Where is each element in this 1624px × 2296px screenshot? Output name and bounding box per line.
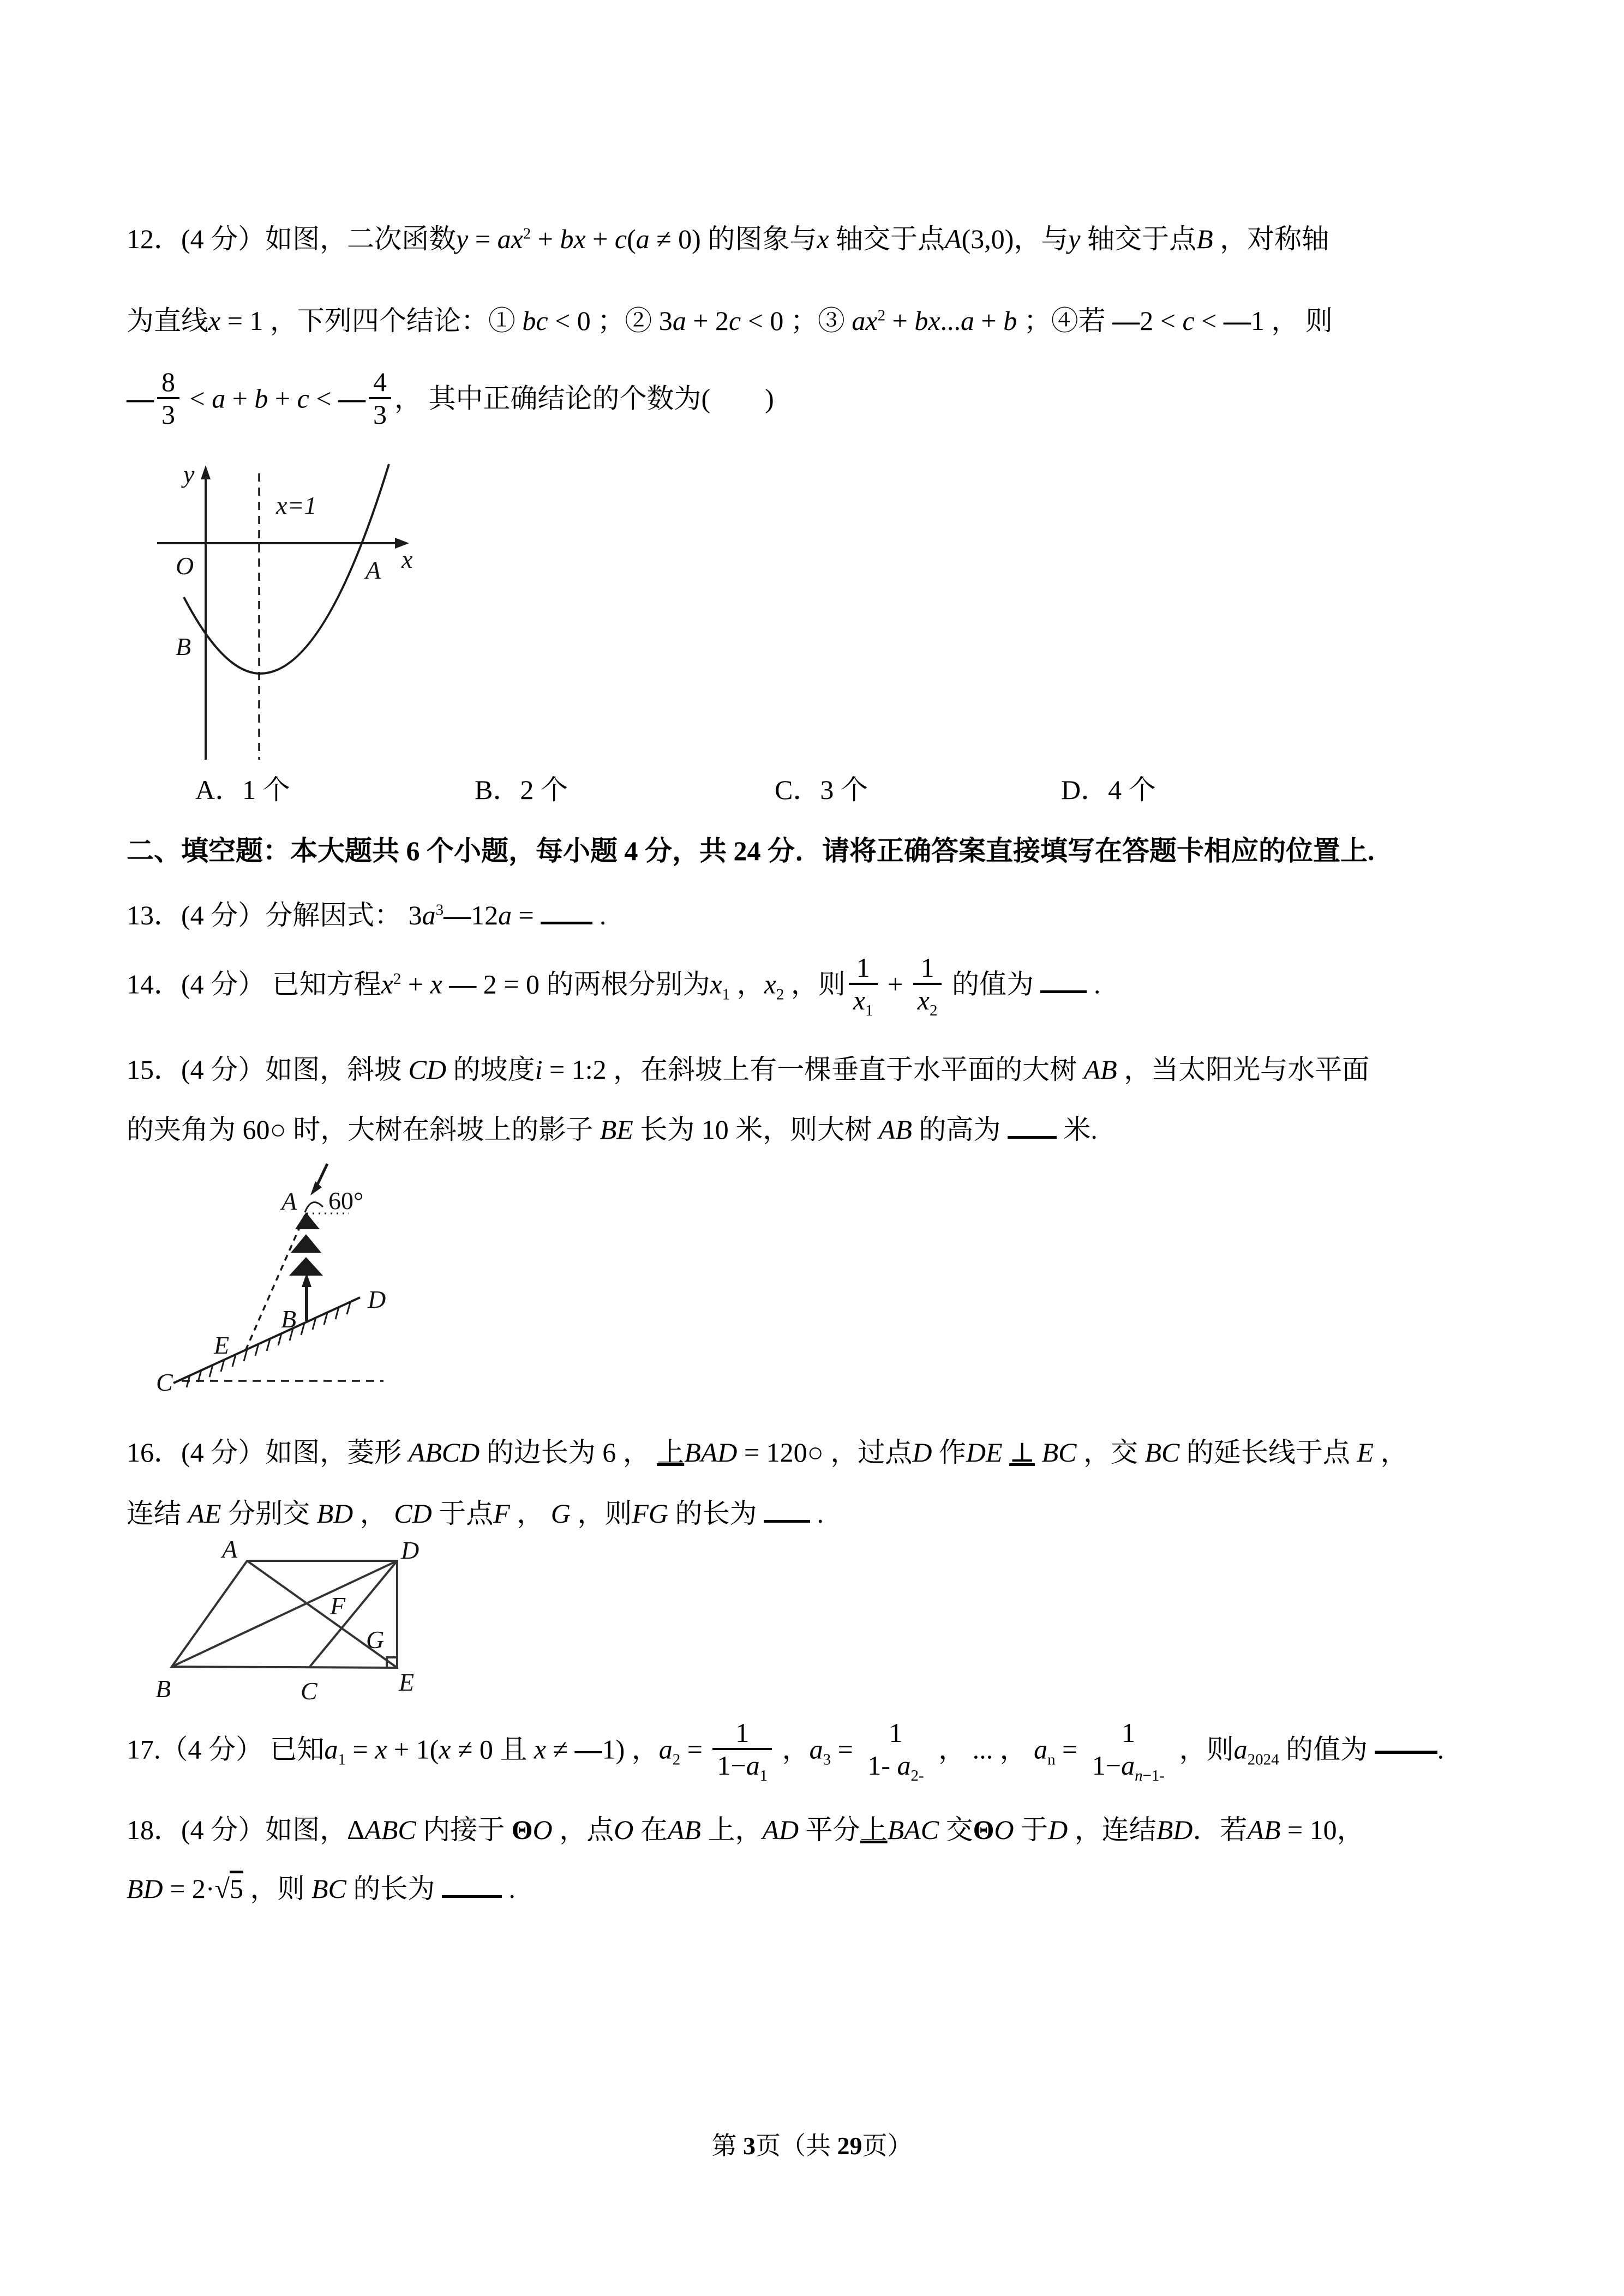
point-d-label: D	[368, 1285, 386, 1313]
point-f-label: F	[330, 1592, 346, 1620]
option-a: A．1 个	[195, 774, 290, 805]
question-12-line-2: 为直线x = 1 ，下列四个结论：① bc < 0 ；② 3a + 2c < 0 ；③ $ax^2 + bx...a + b$ ；④若 —2 < c < —1 ， 则	[127, 305, 1333, 336]
point-b-label: B	[281, 1305, 297, 1333]
slope-hatch-marks	[187, 1302, 350, 1387]
figure-rhombus	[154, 1537, 427, 1711]
point-a-label: A	[365, 556, 381, 584]
x-axis-label: x	[401, 545, 413, 573]
origin-label: O	[176, 552, 194, 580]
sun-ray-line	[317, 1164, 327, 1186]
diagonal-bd	[172, 1561, 397, 1667]
question-14: 14．(4 分） 已知方程$x^2 + x$ — 2 = 0 的两根分别为$x_1$ ，$x_2$ ，则 $\frac{1}{x_1}$ + $\frac{1}{x_2}$ 的值为 .	[127, 952, 1101, 1019]
section-2-heading: 二、填空题：本大题共 6 个小题，每小题 4 分，共 24 分．请将正确答案直接填写在答题卡相应的位置上.	[127, 836, 1375, 866]
sun-ray-arrowhead	[310, 1181, 322, 1195]
question-15-line-2: 的夹角为 60○ 时，大树在斜坡上的影子 BE 长为 10 米，则大树 AB 的高为 米.	[127, 1114, 1098, 1145]
point-e-label: E	[399, 1668, 415, 1696]
question-17: 17.（4 分） 已知$a_1 = x + 1(x \ne 0$ 且 x ≠ —1) ，$a_2$ = $\frac{1}{1-a_1}$ ，$a_3$ = 1 1- $a_{2-}$ ， ... ， $a_n$ = 1 $1-a_{n-1-}$ ，则$a_{2024}$ 的值为 .	[127, 1717, 1445, 1784]
point-c-label: C	[156, 1368, 173, 1396]
symmetry-axis-label: x=1	[276, 491, 317, 519]
question-12-line-1: 12．(4 分）如图，二次函数$y = ax^2$ + bx + c(a ≠ 0) 的图象与x 轴交于点A(3,0)，与y 轴交于点B ，对称轴	[127, 224, 1329, 254]
angle-arc	[305, 1203, 323, 1212]
question-15-line-1: 15．(4 分）如图，斜坡 CD 的坡度i = 1:2 ，在斜坡上有一棵垂直于水平面的大树 AB ，当太阳光与水平面	[127, 1054, 1370, 1085]
y-axis-arrowhead	[201, 465, 211, 479]
page-footer: 第 3页（共 29页）	[711, 2132, 913, 2160]
point-a-label: A	[222, 1537, 238, 1563]
question-18-line-2: BD = 2·√5 ，则 BC 的长为 .	[127, 1873, 516, 1904]
point-g-label: G	[366, 1626, 385, 1654]
point-d-label: D	[401, 1537, 420, 1564]
question-13: 13．(4 分）分解因式： $3a^3—12a$ = .	[127, 900, 607, 930]
option-c: C．3 个	[775, 774, 868, 805]
y-axis-label: y	[183, 460, 195, 488]
question-16-line-1: 16．(4 分）如图，菱形 ABCD 的边长为 6 ， 上BAD = 120○ ，过点D 作DE ⊥ BC ，交 BC 的延长线于点 E ，	[127, 1437, 1408, 1468]
point-b-label: B	[176, 633, 191, 660]
point-b-label: B	[155, 1675, 171, 1703]
tree-canopy-bottom	[289, 1257, 323, 1276]
figure-parabola	[153, 460, 426, 765]
angle-60-label: 60°	[328, 1187, 364, 1215]
question-16-line-2: 连结 AE 分别交 BD ， CD 于点F ， G ，则FG 的长为 .	[127, 1498, 824, 1529]
tree-canopy-top	[295, 1212, 320, 1229]
point-c-label: C	[301, 1677, 317, 1705]
question-12-line-3: — $\frac{8}{3}$ < a + b + c < — $\frac{4}{3}$ ， 其中正确结论的个数为( )	[127, 366, 774, 430]
question-18-line-1: 18．(4 分）如图，ΔABC 内接于 ΘO ，点O 在AB 上，AD 平分上BAC 交ΘO 于D ，连结BD．若AB = 10，	[127, 1814, 1364, 1845]
point-a-label: A	[281, 1187, 297, 1215]
figure-slope-tree	[152, 1157, 397, 1403]
point-e-label: E	[214, 1331, 230, 1359]
option-d: D．4 个	[1061, 774, 1156, 805]
option-b: B．2 个	[475, 774, 568, 805]
